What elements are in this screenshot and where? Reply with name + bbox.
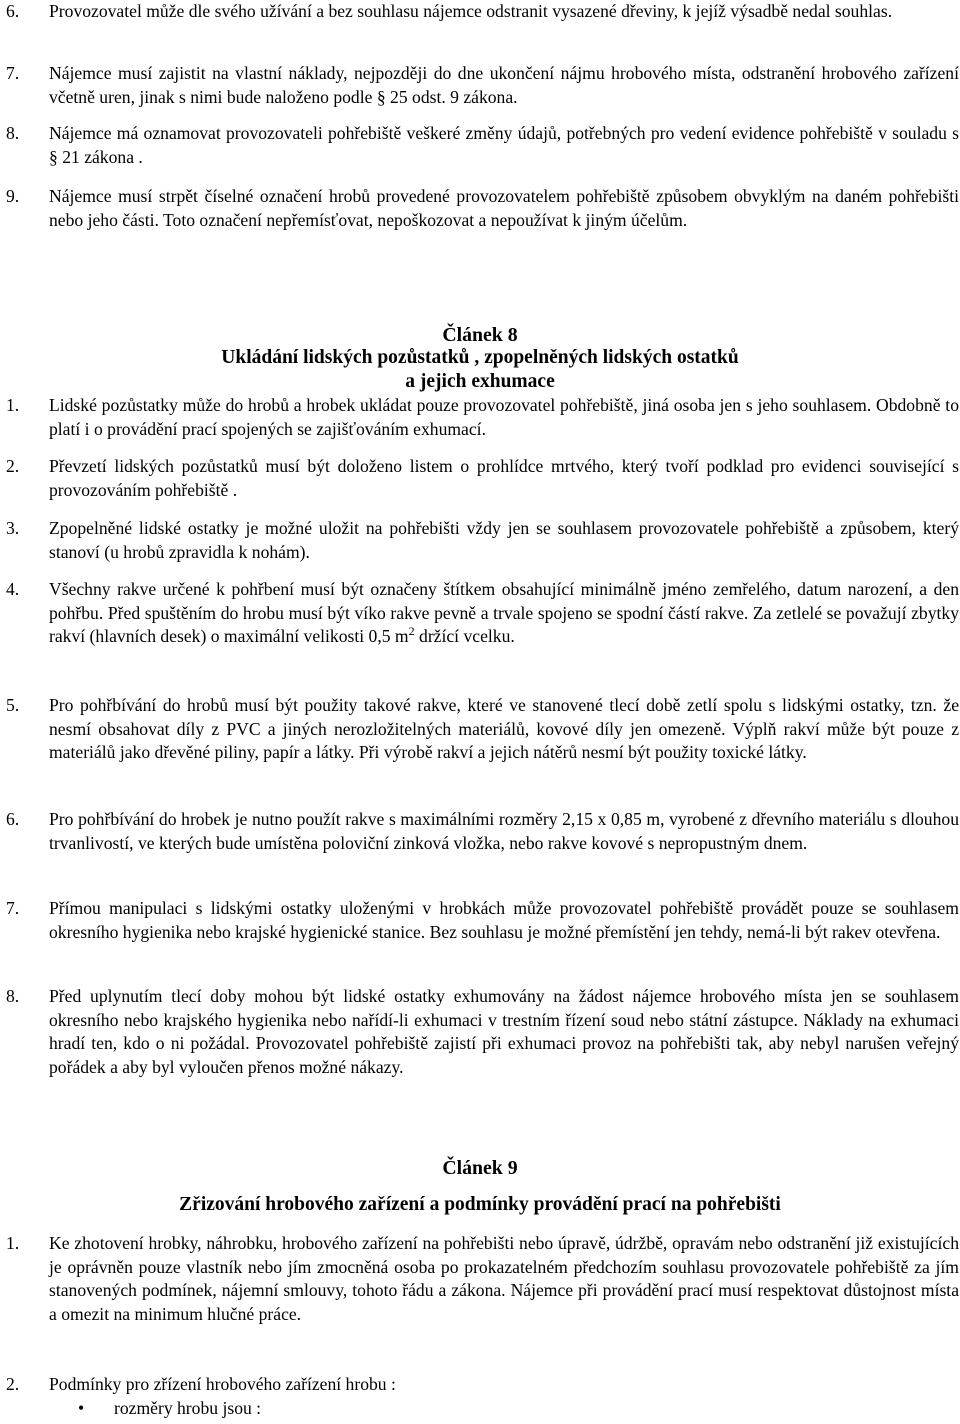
item-number: 3. xyxy=(6,518,20,538)
article8-title-line2: a jejich exhumace xyxy=(405,371,555,392)
item-text xyxy=(49,579,959,646)
superscript: 2 xyxy=(408,624,415,639)
item-text: Pro pohřbívání do hrobek je nutno použít rakve s maximálními rozměry 2,15 x 0,85 m, vyrobené z dřevního materiálu s dlouhou trvanlivostí, ve kterých bude umístěna poloviční zinková vložka, nebo rakve kovové s nepropustným dnem. xyxy=(49,809,959,853)
article8-item-4 xyxy=(6,578,959,649)
item-text: Nájemce má oznamovat provozovateli pohřebiště veškeré změny údajů, potřebných pro vedení evidence pohřebiště v souladu s § 21 zákona . xyxy=(49,123,959,167)
item-number: 6. xyxy=(6,1,20,21)
bullet-text: rozměry hrobu jsou : xyxy=(114,1398,262,1418)
item-number: 4. xyxy=(6,579,20,599)
article8-item-6 xyxy=(6,808,959,855)
item-text: Převzetí lidských pozůstatků musí být doloženo listem o prohlídce mrtvého, který tvoří podklad pro evidenci související s provozováním pohřebiště . xyxy=(49,456,959,500)
item-number: 1. xyxy=(6,1233,20,1253)
item-number: 8. xyxy=(6,123,20,143)
item-number: 2. xyxy=(6,1374,20,1394)
item-number: 6. xyxy=(6,809,20,829)
article8-item-7 xyxy=(6,897,959,944)
article8-item-5 xyxy=(6,694,959,765)
item-text: Provozovatel může dle svého užívání a bez souhlasu nájemce odstranit vysazené dřeviny, k jejíž výsadbě nedal souhlas. xyxy=(49,1,893,21)
item-number: 2. xyxy=(6,456,20,476)
item-number: 1. xyxy=(6,395,20,415)
item-text: Pro pohřbívání do hrobů musí být použity takové rakve, které ve stanovené tlecí době zetlí spolu s lidskými ostatky, tzn. že nesmí obsahovat díly z PVC a jiných nerozložitelných materiálů, kovové díly jen omezeně. Výplň rakví může být pouze z materiálů jako dřevěné piliny, papír a látky. Při výrobě rakví a jejich nátěrů nesmí být použity toxické látky. xyxy=(49,695,959,762)
item-text: Nájemce musí strpět číselné označení hrobů provedené provozovatelem pohřebiště způsobem obvyklým na daném pohřebišti nebo jeho části. Toto označení nepřemísťovat, nepoškozovat a nepoužívat k jiným účelům. xyxy=(49,186,959,230)
article8-item-1 xyxy=(6,394,959,441)
article7-item-6 xyxy=(6,0,959,24)
article8-item-8 xyxy=(6,985,959,1079)
item-text: Lidské pozůstatky může do hrobů a hrobek ukládat pouze provozovatel pohřebiště, jiná osoba jen s jeho souhlasem. Obdobně to platí i o provádění prací spojených se zajišťováním exhumací. xyxy=(49,395,959,439)
article7-item-7 xyxy=(6,62,959,109)
item-text: Ke zhotovení hrobky, náhrobku, hrobového zařízení na pohřebišti nebo úpravě, údržbě, opravám nebo odstranění již existujících je oprávněn pouze vlastník nebo jím zmocněná osoba po prokazatelném předchozím souhlasu provozovatele pohřebiště za jím stanovených podmínek, nájemní smlouvy, tohoto řádu a zákona. Nájemce při provádění prací musí respektovat důstojnost místa a omezit na minimum hlučné práce. xyxy=(49,1233,959,1324)
item-number: 7. xyxy=(6,898,20,918)
article9-title: Zřizování hrobového zařízení a podmínky provádění prací na pohřebišti xyxy=(179,1194,781,1215)
item-text: Přímou manipulaci s lidskými ostatky uloženými v hrobkách může provozovatel pohřebiště provádět pouze se souhlasem okresního hygienika nebo krajské hygienické stanice. Bez souhlasu je možné přemístění jen tehdy, nemá-li být rakev otevřena. xyxy=(49,898,959,942)
article8-title-line1: Ukládání lidských pozůstatků , zpopelněných lidských ostatků xyxy=(221,347,739,368)
item-text-part: držící vcelku. xyxy=(414,626,515,646)
article7-item-8 xyxy=(6,122,959,169)
article7-item-9 xyxy=(6,185,959,232)
article9-heading: Článek 9 xyxy=(442,1157,518,1179)
article8-heading: Článek 8 xyxy=(442,324,518,346)
bullet-icon: • xyxy=(78,1398,85,1418)
item-text: Před uplynutím tlecí doby mohou být lidské ostatky exhumovány na žádost nájemce hrobového místa jen se souhlasem okresního nebo krajského hygienika nebo nařídí-li exhumaci v trestním řízení soud nebo státní zástupce. Náklady na exhumaci hradí ten, kdo o ni požádal. Provozovatel pohřebiště zajistí při exhumaci provoz na pohřebišti tak, aby nebyl narušen veřejný pořádek a aby byl vyloučen přenos možné nákazy. xyxy=(49,986,959,1077)
article8-item-3 xyxy=(6,517,959,564)
item-number: 9. xyxy=(6,186,20,206)
item-text: Nájemce musí zajistit na vlastní náklady, nejpozději do dne ukončení nájmu hrobového místa, odstranění hrobového zařízení včetně uren, jinak s nimi bude naloženo podle § 25 odst. 9 zákona. xyxy=(49,63,959,107)
article8-item-2 xyxy=(6,455,959,502)
item-text: Zpopelněné lidské ostatky je možné uložit na pohřebišti vždy jen se souhlasem provozovatele pohřebiště a způsobem, který stanoví (u hrobů zpravidla k nohám). xyxy=(49,518,959,562)
article9-item-2 xyxy=(6,1373,959,1397)
item-text: Podmínky pro zřízení hrobového zařízení hrobu : xyxy=(49,1374,396,1394)
item-text-part: Všechny rakve určené k pohřbení musí být označeny štítkem obsahující minimálně jméno zemřelého, datum narození, a den pohřbu. Před spuštěním do hrobu musí být víko rakve pevně a trvale spojeno se spodní částí rakve. Za zetlelé se považují zbytky rakví (hlavních desek) o maximální velikosti 0,5 m xyxy=(49,579,959,646)
article9-item-1 xyxy=(6,1232,959,1326)
item-number: 7. xyxy=(6,63,20,83)
item-number: 8. xyxy=(6,986,20,1006)
item-number: 5. xyxy=(6,695,20,715)
